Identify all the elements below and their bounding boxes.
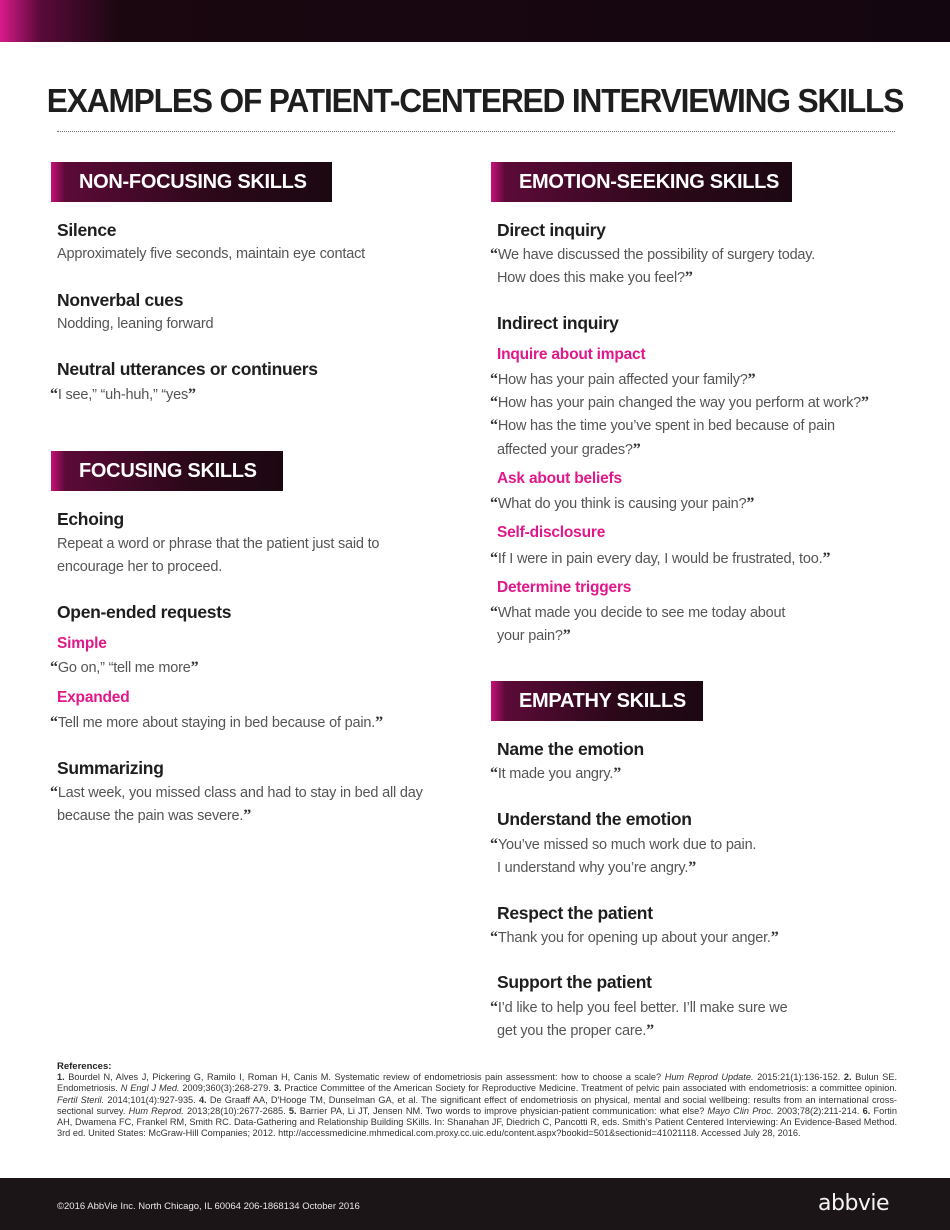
- references-heading: References:: [57, 1061, 112, 1072]
- self-disclosure-text: “If I were in pain every day, I would be frustrated, too.”: [490, 550, 831, 567]
- simple-text: “Go on,” “tell me more”: [50, 659, 199, 676]
- empathy-heading: EMPATHY SKILLS: [491, 681, 703, 721]
- silence-title: Silence: [57, 220, 117, 240]
- impact-text-1: “How has your pain affected your family?”: [490, 371, 756, 388]
- summarizing-title: Summarizing: [57, 758, 164, 778]
- open-ended-title: Open-ended requests: [57, 602, 232, 622]
- direct-inquiry-text-1: “We have discussed the possibility of surgery today.: [490, 246, 816, 263]
- triggers-text-1: “What made you decide to see me today about: [490, 604, 786, 621]
- impact-label: Inquire about impact: [497, 346, 646, 363]
- title-divider: [57, 131, 895, 132]
- beliefs-text: “What do you think is causing your pain?”: [490, 495, 755, 512]
- direct-inquiry-title: Direct inquiry: [497, 220, 606, 240]
- support-text-2: get you the proper care.”: [497, 1022, 654, 1039]
- echoing-title: Echoing: [57, 509, 124, 529]
- understand-emotion-text-1: “You’ve missed so much work due to pain.: [490, 836, 757, 853]
- impact-text-3b: affected your grades?”: [497, 441, 641, 458]
- emotion-seeking-heading: EMOTION-SEEKING SKILLS: [491, 162, 792, 202]
- self-disclosure-label: Self-disclosure: [497, 524, 606, 541]
- summarizing-text-2: because the pain was severe.”: [57, 807, 252, 824]
- triggers-text-2: your pain?”: [497, 627, 571, 644]
- respect-title: Respect the patient: [497, 903, 653, 923]
- respect-text: “Thank you for opening up about your anger.”: [490, 929, 779, 946]
- non-focusing-heading: NON-FOCUSING SKILLS: [51, 162, 332, 202]
- neutral-text: “I see,” “uh-huh,” “yes”: [50, 386, 196, 403]
- abbvie-logo: abbvie: [818, 1191, 890, 1216]
- echoing-text-1: Repeat a word or phrase that the patient just said to: [57, 536, 380, 552]
- silence-text: Approximately five seconds, maintain eye contact: [57, 246, 365, 262]
- focusing-heading: FOCUSING SKILLS: [51, 451, 283, 491]
- nonverbal-title: Nonverbal cues: [57, 290, 184, 310]
- understand-emotion-text-2: I understand why you’re angry.”: [497, 859, 697, 876]
- name-emotion-title: Name the emotion: [497, 739, 644, 759]
- references-list: 1. Bourdel N, Alves J, Pickering G, Ramilo I, Roman H, Canis M. Systematic review of endometriosis pain assessment: how to choose a scale? Hum Reprod Update. 2015:21(1):136-152. 2. Bulun SE. Endometriosis. N Engl J Med. 2009;360(3):268-279. 3. Practice Committee of the American Society for Reproductive Medicine. Treatment of pelvic pain associated with endometriosis: a committee opinion. Fertil Steril. 2014;101(4):927-935. 4. De Graaff AA, D’Hooge TM, Dunselman GA, et al. The significant effect of endometriosis on physical, mental and social wellbeing: results from an international cross-sectional survey. Hum Reprod. 2013;28(10):2677-2685. 5. Barrier PA, Li JT, Jensen NM. Two words to improve physician-patient communication: what else? Mayo Clin Proc. 2003;78(2):211-214. 6. Fortin AH, Dwamena FC, Frankel RM, Smith RC. Data-Gathering and Relationship Building SKills. In: Shanahan JF, Diedrich C, Pancotti R, eds. Smith’s Patient Centered Interviewing: An Evidence-Based Method. 3rd ed. United States: McGraw-Hill Companies; 2012. http://accessmedicine.mhmedical.com.proxy.cc.uic.edu/content.aspx?bookid=501&sectionid=41021118. Accessed July 28, 2016.: [57, 1072, 897, 1139]
- impact-text-3a: “How has the time you’ve spent in bed because of pain: [490, 417, 835, 434]
- understand-emotion-title: Understand the emotion: [497, 809, 692, 829]
- beliefs-label: Ask about beliefs: [497, 470, 622, 487]
- triggers-label: Determine triggers: [497, 579, 632, 596]
- name-emotion-text: “It made you angry.”: [490, 765, 622, 782]
- echoing-text-2: encourage her to proceed.: [57, 559, 223, 575]
- neutral-title: Neutral utterances or continuers: [57, 359, 318, 379]
- simple-label: Simple: [57, 635, 107, 652]
- footer-copyright: ©2016 AbbVie Inc. North Chicago, IL 60064 206-1868134 October 2016: [57, 1201, 360, 1212]
- support-title: Support the patient: [497, 972, 652, 992]
- top-banner: [0, 0, 950, 42]
- impact-text-2: “How has your pain changed the way you perform at work?”: [490, 394, 869, 411]
- expanded-text: “Tell me more about staying in bed because of pain.”: [50, 714, 383, 731]
- indirect-inquiry-title: Indirect inquiry: [497, 313, 619, 333]
- expanded-label: Expanded: [57, 689, 130, 706]
- summarizing-text-1: “Last week, you missed class and had to stay in bed all day: [50, 784, 423, 801]
- support-text-1: “I’d like to help you feel better. I’ll make sure we: [490, 999, 788, 1016]
- direct-inquiry-text-2: How does this make you feel?”: [497, 269, 693, 286]
- nonverbal-text: Nodding, leaning forward: [57, 316, 214, 332]
- page-title: EXAMPLES OF PATIENT-CENTERED INTERVIEWING SKILLS: [46, 82, 904, 119]
